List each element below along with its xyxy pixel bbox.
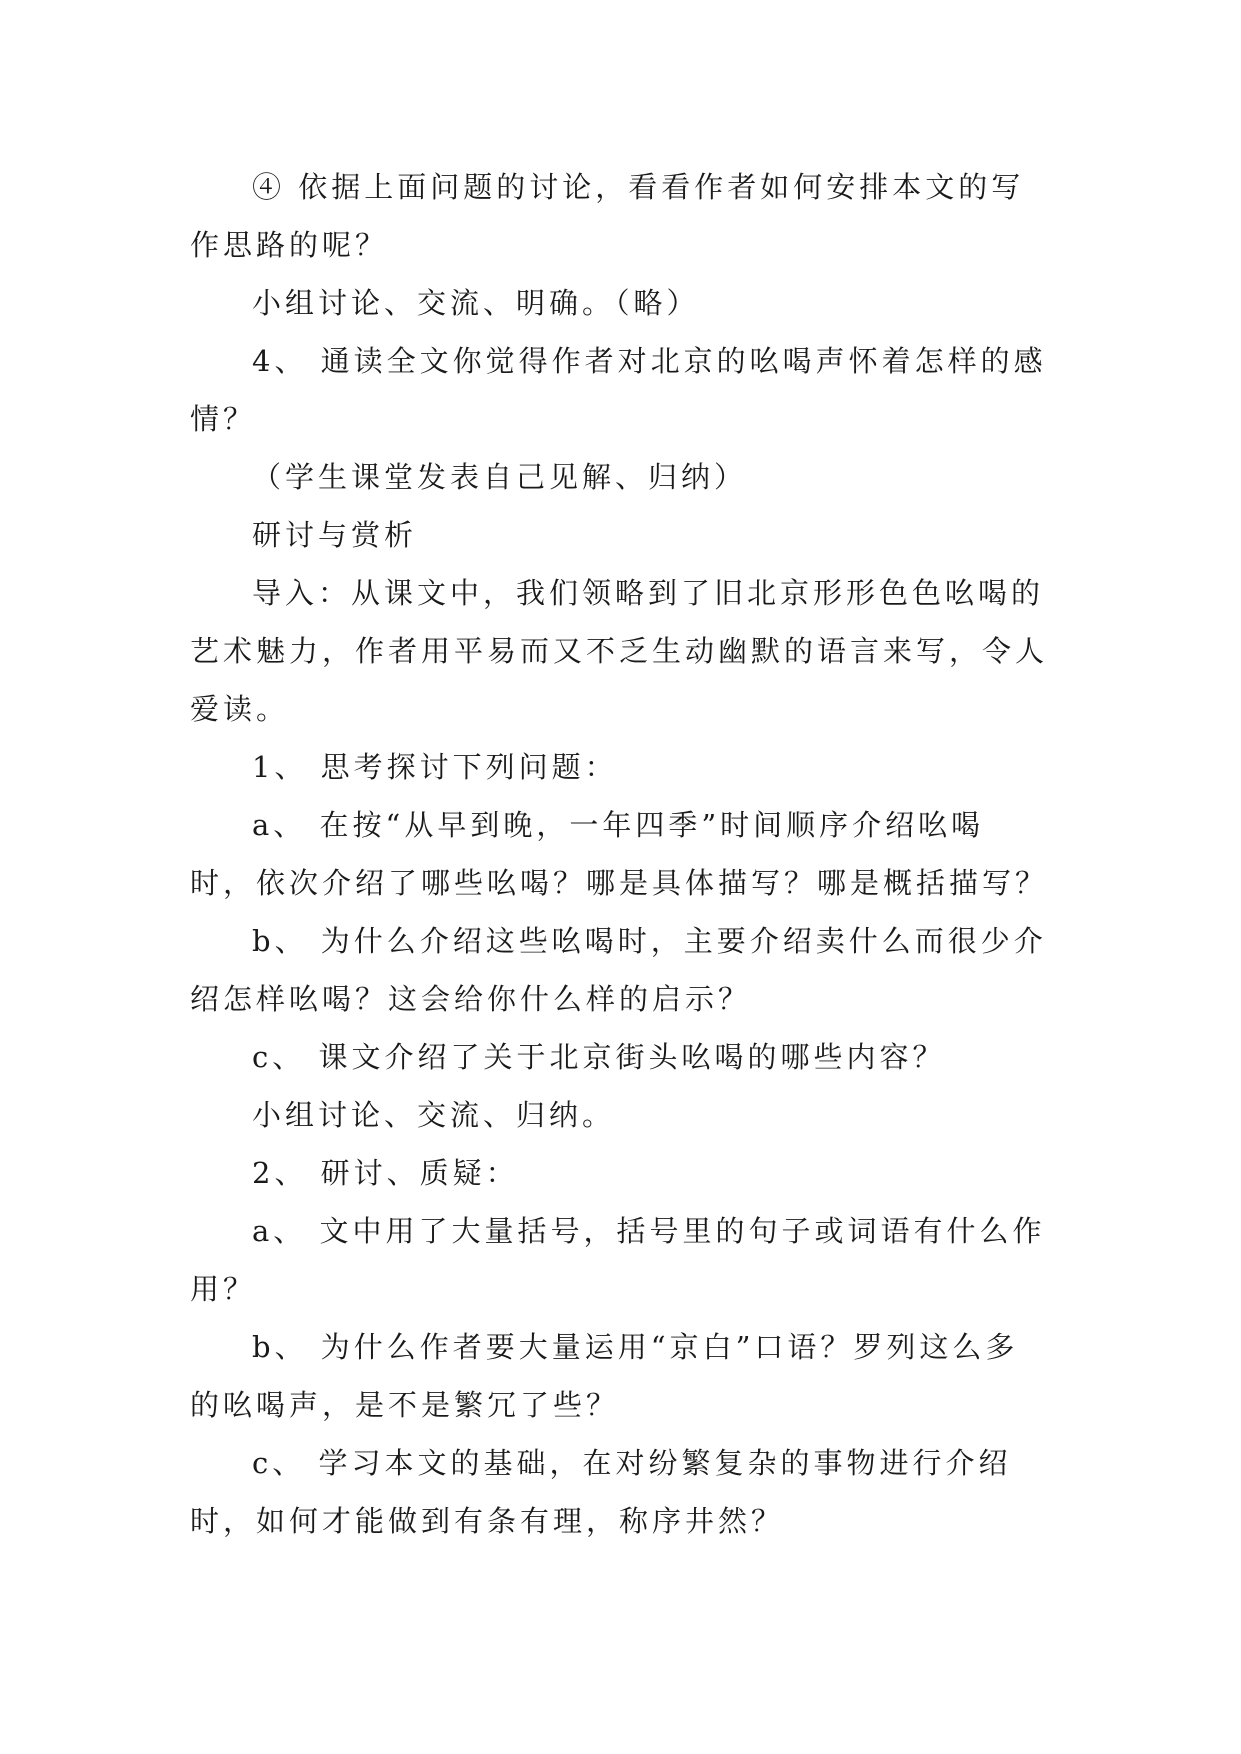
paragraph-group-discussion: 小组讨论、交流、明确。（略） <box>252 286 700 320</box>
paragraph-question-emotion: 4、 通读全文你觉得作者对北京的吆喝声怀着怎样的感情？ <box>190 344 1047 436</box>
paragraph-research-c: c、 学习本文的基础，在对纷繁复杂的事物进行介绍时，如何才能做到有条有理，称序井然？ <box>190 1446 1012 1538</box>
section-heading-analysis: 研讨与赏析 <box>252 518 418 552</box>
paragraph-introduction: 导入：从课文中，我们领略到了旧北京形形色色吆喝的艺术魅力，作者用平易而又不乏生动幽默的语言来写，令人爱读。 <box>190 576 1049 726</box>
paragraph-think-discuss: 1、 思考探讨下列问题： <box>252 750 618 784</box>
paragraph-research-question: 2、 研讨、质疑： <box>252 1156 519 1190</box>
paragraph-discussion-question-4: ④ 依据上面问题的讨论，看看作者如何安排本文的写作思路的呢？ <box>190 170 1025 262</box>
paragraph-question-a: a、 在按“从早到晚，一年四季”时间顺序介绍吆喝时，依次介绍了哪些吆喝？哪是具体描写？哪是概括描写？ <box>190 808 1049 900</box>
paragraph-group-summary: 小组讨论、交流、归纳。 <box>252 1098 616 1132</box>
document-body <box>190 158 1050 1550</box>
paragraph-research-a: a、 文中用了大量括号，括号里的句子或词语有什么作用？ <box>190 1214 1046 1306</box>
paragraph-student-views: （学生课堂发表自己见解、归纳） <box>252 460 748 494</box>
paragraph-question-b: b、 为什么介绍这些吆喝时，主要介绍卖什么而很少介绍怎样吆喝？这会给你什么样的启示？ <box>190 924 1047 1016</box>
paragraph-research-b: b、 为什么作者要大量运用“京白”口语？罗列这么多的吆喝声，是不是繁冗了些？ <box>190 1330 1019 1422</box>
paragraph-question-c: c、 课文介绍了关于北京街头吆喝的哪些内容？ <box>252 1040 946 1074</box>
